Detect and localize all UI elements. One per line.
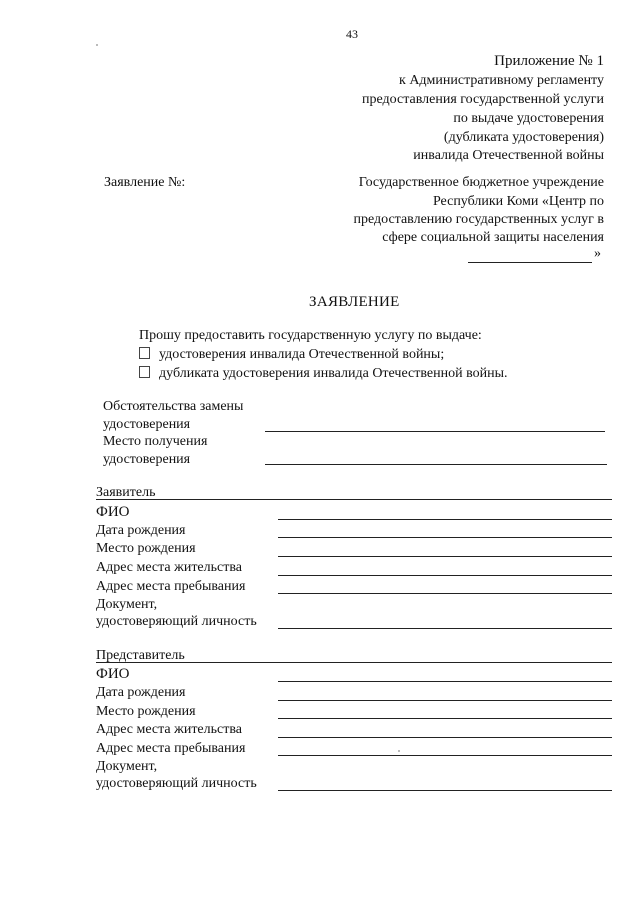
representative-stay-label: Адрес места пребывания [96,741,246,756]
representative-id-doc-label-2: удостоверяющий личность [96,776,257,791]
applicant-heading-rule [96,499,612,500]
representative-fio-field[interactable] [278,681,612,682]
applicant-birth-date-field[interactable] [278,537,612,538]
option-duplicate[interactable] [139,366,507,382]
document-title: ЗАЯВЛЕНИЕ [309,294,400,310]
applicant-fio-field[interactable] [278,519,612,520]
applicant-stay-label: Адрес места пребывания [96,579,246,594]
representative-birth-date-label: Дата рождения [96,685,186,700]
request-intro: Прошу предоставить государственную услугу по выдаче: [139,328,482,343]
addressee-line: Республики Коми «Центр по [432,194,604,209]
option-label: дубликата удостоверения инвалида Отечественной войны. [159,366,508,381]
representative-heading: Представитель [96,648,185,663]
applicant-birth-date-label: Дата рождения [96,523,186,538]
receipt-place-field[interactable] [265,464,607,465]
representative-birth-date-field[interactable] [278,700,612,701]
receipt-place-label-2: удостоверения [103,452,191,467]
applicant-fio-label: ФИО [96,504,130,520]
representative-stay-field[interactable] [278,755,612,756]
closing-quote: » [594,246,601,261]
checkbox[interactable] [139,366,150,378]
addressee-line: предоставлению государственных услуг в [353,212,604,227]
replacement-label-2: удостоверения [103,417,191,432]
receipt-place-label: Место получения [103,434,208,449]
annex-line: инвалида Отечественной войны [413,148,604,163]
representative-residence-label: Адрес места жительства [96,722,242,737]
annex-title: Приложение № 1 [494,53,604,69]
annex-line: по выдаче удостоверения [453,111,604,126]
scan-speck [96,44,98,46]
applicant-stay-field[interactable] [278,593,612,594]
applicant-id-doc-label-2: удостоверяющий личность [96,614,257,629]
scan-speck [398,750,400,752]
representative-birth-place-field[interactable] [278,718,612,719]
applicant-birth-place-field[interactable] [278,556,612,557]
addressee-blank-line[interactable] [468,262,592,263]
applicant-id-doc-field[interactable] [278,628,612,629]
replacement-field[interactable] [265,431,605,432]
annex-line: к Административному регламенту [399,73,604,88]
applicant-residence-label: Адрес места жительства [96,560,242,575]
representative-id-doc-field[interactable] [278,790,612,791]
option-certificate[interactable] [139,347,444,363]
representative-fio-label: ФИО [96,666,130,682]
applicant-id-doc-label: Документ, [96,597,158,612]
addressee-line: Государственное бюджетное учреждение [358,175,604,190]
representative-heading-rule [96,662,612,663]
checkbox[interactable] [139,347,150,359]
annex-line: предоставления государственной услуги [362,92,604,107]
representative-residence-field[interactable] [278,737,612,738]
annex-line: (дубликата удостоверения) [443,130,604,145]
addressee-line: сфере социальной защиты населения [382,230,604,245]
representative-id-doc-label: Документ, [96,759,158,774]
page-number: 43 [346,27,358,41]
representative-birth-place-label: Место рождения [96,704,196,719]
applicant-heading: Заявитель [96,485,156,500]
option-label: удостоверения инвалида Отечественной войны; [159,347,445,362]
application-number-label: Заявление №: [104,175,186,190]
applicant-residence-field[interactable] [278,575,612,576]
replacement-label: Обстоятельства замены [103,399,244,414]
applicant-birth-place-label: Место рождения [96,541,196,556]
